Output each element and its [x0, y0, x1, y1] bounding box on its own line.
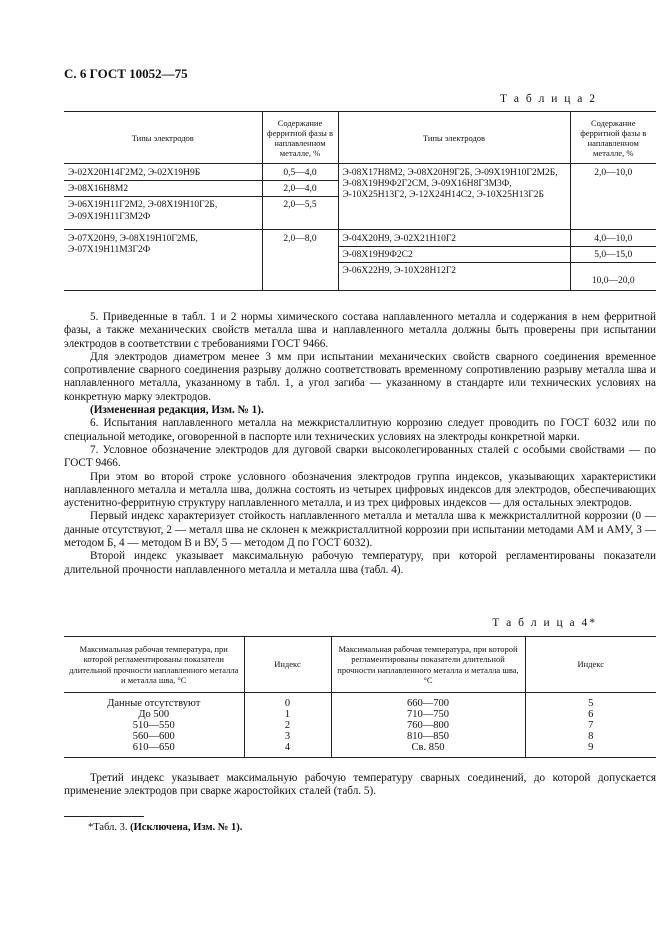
t4-index: 3 [244, 731, 331, 742]
t4-head-index-left: Индекс [244, 637, 331, 693]
t2-right-value: 4,0—10,0 [570, 229, 656, 246]
t2-right-value: 5,0—15,0 [570, 247, 656, 263]
body-text [64, 311, 656, 577]
t4-index: 1 [244, 709, 331, 720]
t2-head-ferrite-left: Содержание ферритной фазы в наплавленном металле, % [262, 112, 338, 164]
t4-temp: 560—600 [132, 731, 175, 742]
amendment-note: (Измененная редакция, Изм. № 1). [90, 404, 264, 417]
t2-head-ferrite-right: Содержание ферритной фазы в наплавленном металле, % [570, 112, 656, 164]
table4-caption: Т а б л и ц а 4* [492, 617, 597, 629]
t2-left-type: Э-06Х19Н11Г2М2, Э-08Х19Н10Г2Б, Э-09Х19Н11Г3М2Ф [64, 197, 262, 229]
t2-head-type-right: Типы электродов [338, 112, 570, 164]
page-header: С. 6 ГОСТ 10052—75 [64, 66, 188, 81]
t2-right-type: Э-04Х20Н9, Э-02Х21Н10Г2 [338, 229, 570, 246]
t4-temp: Св. 850 [331, 742, 525, 758]
t4-index: 6 [525, 709, 656, 720]
footnote-note: (Исключена, Изм. № 1). [130, 822, 243, 833]
t2-right-type: Э-06Х22Н9, Э-10Х28Н12Г2 [338, 263, 570, 291]
table2-caption: Т а б л и ц а 2 [499, 93, 597, 105]
t2-right-type: Э-08Х19Н9Ф2С2 [338, 247, 570, 263]
paragraph-7: 7. Условное обозначение электродов для дуговой сварки высоколегированных сталей с особыми свойствами — по ГОСТ 9466. [64, 443, 656, 470]
closing-text [64, 772, 656, 799]
paragraph-10: Второй индекс указывает максимальную рабочую температуру, при которой регламентированы показатели длительной прочности наплавленного металла и металла шва (табл. 4). [64, 550, 656, 576]
t2-right-value: 10,0—20,0 [570, 263, 656, 291]
t4-index: 9 [525, 742, 656, 758]
t2-left-type: Э-07Х20Н9, Э-08Х19Н10Г2МБ, Э-07Х19Н11М3Г2Ф [64, 229, 262, 290]
paragraph-11: Третий индекс указывает максимальную рабочую температуру сварных соединений, до которой допускается применение электродов при сварке жаростойких сталей (табл. 5). [64, 772, 656, 798]
t4-index: 4 [244, 742, 331, 758]
t2-left-value: 2,0—4,0 [262, 181, 338, 197]
t2-left-type: Э-02Х20Н14Г2М2, Э-02Х19Н9Б [64, 164, 262, 181]
t2-right-value: 2,0—10,0 [570, 164, 656, 230]
paragraph-5: 5. Приведенные в табл. 1 и 2 нормы химического состава наплавленного металла и содержания в нем ферритной фазы, а также механических свойств металла шва и наплавленного металла должны быть проверены при испытании электродов в соответствии с требованиями ГОСТ 9466. [64, 311, 656, 350]
t2-left-type: Э-08Х16Н8М2 [64, 181, 262, 197]
t2-left-value: 0,5—4,0 [262, 164, 338, 181]
footnote-prefix: *Табл. 3. [88, 822, 128, 833]
paragraph-8: При этом во второй строке условного обозначения электродов группа индексов, указывающих характеристики наплавленного металла и металла шва, должна состоять из четырех цифровых индексов для электродов, обеспечивающих аустенитно-ферритную структуру наплавленного металла, и из трех цифровых индексов — для остальных электродов. [64, 470, 656, 510]
t4-head-index-right: Индекс [525, 637, 656, 693]
paragraph-9: Первый индекс характеризует стойкость наплавленного металла и металла шва к межкристаллитной коррозии (0 — данные отсутствуют, 2 — металл шва не склонен к межкристаллитной коррозии при испытании методами АМ и АМУ, 3 — методом Б, 4 — методом В и ВУ, 5 — методом Д по ГОСТ 6032). [64, 510, 656, 550]
t4-index: 5 [525, 693, 656, 710]
table4 [64, 636, 656, 758]
paragraph-5-note: Для электродов диаметром менее 3 мм при испытании механических свойств сварного соединения временное сопротивление сварного соединения разрыву должно соответствовать временному сопротивлению разрыву металла шва и наплавленного металла, указанному в табл. 1, а угол загиба — указанному в стандарте или технических условиях на конкретную марку электродов. [64, 350, 656, 403]
t4-temp: 610—650 [64, 742, 244, 758]
table2 [64, 111, 656, 291]
t2-head-type-left: Типы электродов [64, 112, 262, 164]
t2-left-value: 2,0—8,0 [262, 229, 338, 290]
footnote-divider [64, 816, 144, 817]
t4-head-temp-left: Максимальная рабочая температура, при которой регламентированы показатели длительной прочности наплавленного металла и металла шва, °С [64, 637, 244, 693]
t4-index: 7 [525, 720, 656, 731]
t4-index: 8 [525, 731, 656, 742]
footnote [88, 822, 242, 833]
paragraph-6: 6. Испытания наплавленного металла на межкристаллитную коррозию следует проводить по ГОСТ 6032 или по специальной методике, оговоренной в паспорте или технических условиях на электроды конкретной марки. [64, 417, 656, 443]
t4-temp: 510—550 [132, 720, 175, 731]
t4-index: 0 [244, 693, 331, 710]
t4-temp: 660—700 [331, 693, 525, 710]
t2-left-value: 2,0—5,5 [262, 197, 338, 229]
t4-temp: 710—750 [331, 709, 525, 720]
t4-temp: Данные отсутствуют [107, 698, 201, 709]
t2-spacer [338, 220, 570, 229]
t2-right-type: Э-08Х17Н8М2, Э-08Х20Н9Г2Б, Э-09Х19Н10Г2М2Б, Э-08Х19Н9Ф2Г2СМ, Э-09Х16Н8Г3М3Ф, Э-10Х25Н13Г2, Э-12Х24Н14С2, Э-10Х25Н13Г2Б [338, 164, 570, 221]
t4-temp: До 500 [138, 709, 170, 720]
t4-head-temp-right: Максимальная рабочая температура, при которой регламентированы показатели длительной прочности наплавленного металла и металла шва, °С [331, 637, 525, 693]
t4-index: 2 [244, 720, 331, 731]
t4-temp: 810—850 [331, 731, 525, 742]
t4-temp: 760—800 [331, 720, 525, 731]
